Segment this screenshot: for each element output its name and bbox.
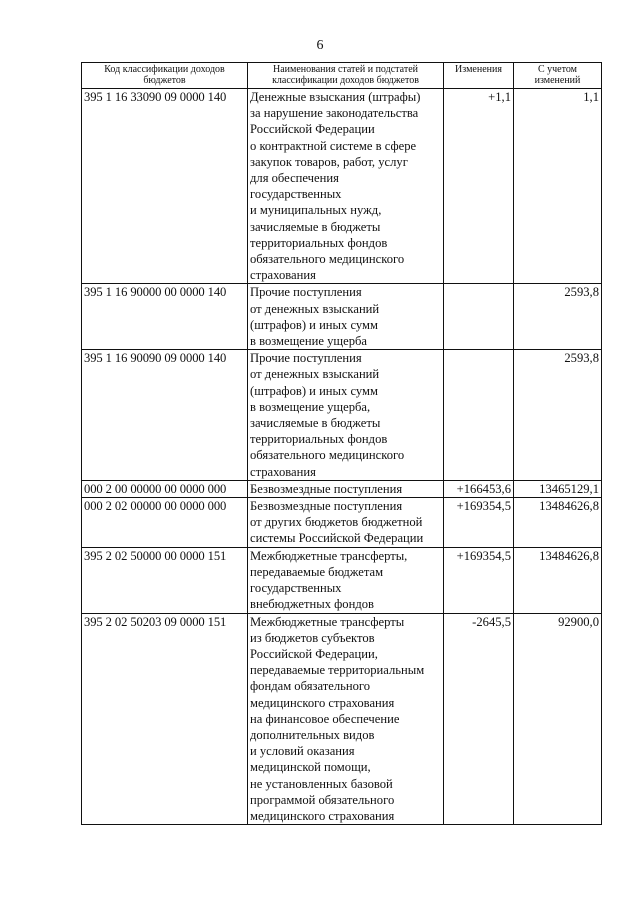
- table-body: [82, 89, 602, 825]
- item-name-line: фондам обязательного: [250, 679, 371, 694]
- table-row: [82, 284, 602, 350]
- item-name-cell: [248, 480, 444, 497]
- table-row: [82, 498, 602, 548]
- item-name-line: Межбюджетные трансферты: [250, 614, 405, 629]
- change-value-cell: [444, 350, 514, 481]
- item-name-cell: [248, 89, 444, 284]
- item-name-line: Безвозмездные поступления: [250, 499, 403, 514]
- classification-code-cell: 395 2 02 50203 09 0000 151: [82, 613, 248, 825]
- item-name-line: государственных: [250, 187, 342, 202]
- table-header-row: [82, 63, 602, 89]
- item-name-line: Денежные взыскания (штрафы): [250, 90, 421, 104]
- item-name-line: Российской Федерации,: [250, 646, 378, 661]
- item-name-line: (штрафов) и иных сумм: [250, 317, 378, 332]
- classification-code-cell: 000 2 00 00000 00 0000 000: [82, 480, 248, 497]
- page-number: 6: [316, 38, 324, 53]
- table-row: [82, 89, 602, 284]
- total-value-cell: 13484626,8: [514, 547, 602, 613]
- header-name: Наименования статей и подстатей классификации доходов бюджетов: [248, 63, 444, 89]
- item-name-line: от денежных взысканий: [250, 301, 380, 316]
- table-row: [82, 613, 602, 825]
- change-value-cell: -2645,5: [444, 613, 514, 825]
- item-name-line: Прочие поступления: [250, 351, 362, 366]
- item-name-cell: [248, 613, 444, 825]
- item-name-line: на финансовое обеспечение: [250, 711, 400, 726]
- change-value-cell: +166453,6: [444, 480, 514, 497]
- item-name-line: и условий оказания: [250, 744, 355, 759]
- item-name-line: Безвозмездные поступления: [250, 481, 403, 496]
- header-code: Код классификации доходов бюджетов: [82, 63, 248, 89]
- item-name-line: медицинской помощи,: [250, 760, 371, 775]
- total-value-cell: 1,1: [514, 89, 602, 284]
- item-name-line: от других бюджетов бюджетной: [250, 515, 423, 530]
- header-change: Изменения: [444, 63, 514, 89]
- item-name-line: из бюджетов субъектов: [250, 630, 375, 645]
- item-name-line: программой обязательного: [250, 792, 395, 807]
- table-row: [82, 480, 602, 497]
- total-value-cell: 2593,8: [514, 350, 602, 481]
- item-name-cell: [248, 547, 444, 613]
- item-name-line: зачисляемые в бюджеты: [250, 416, 381, 431]
- item-name-cell: [248, 284, 444, 350]
- item-name-line: обязательного медицинского: [250, 252, 405, 267]
- item-name-line: от денежных взысканий: [250, 367, 380, 382]
- item-name-line: внебюджетных фондов: [250, 597, 374, 612]
- classification-code-cell: 395 1 16 33090 09 0000 140: [82, 89, 248, 284]
- item-name-line: Межбюджетные трансферты,: [250, 548, 408, 563]
- total-value-cell: 13484626,8: [514, 498, 602, 548]
- table-row: [82, 547, 602, 613]
- total-value-cell: 92900,0: [514, 613, 602, 825]
- change-value-cell: +1,1: [444, 89, 514, 284]
- item-name-line: государственных: [250, 581, 342, 596]
- item-name-line: системы Российской Федерации: [250, 531, 424, 546]
- change-value-cell: [444, 284, 514, 350]
- total-value-cell: 13465129,1: [514, 480, 602, 497]
- item-name-line: медицинского страхования: [250, 808, 395, 823]
- header-total: С учетом изменений: [514, 63, 602, 89]
- total-value-cell: 2593,8: [514, 284, 602, 350]
- item-name-line: о контрактной системе в сфере: [250, 138, 417, 153]
- item-name-line: для обеспечения: [250, 171, 339, 186]
- classification-code-cell: 395 1 16 90000 00 0000 140: [82, 284, 248, 350]
- item-name-line: за нарушение законодательства: [250, 106, 419, 121]
- item-name-cell: [248, 350, 444, 481]
- item-name-line: не установленных базовой: [250, 776, 393, 791]
- item-name-line: Российской Федерации: [250, 122, 375, 137]
- item-name-line: медицинского страхования: [250, 695, 395, 710]
- item-name-line: территориальных фондов: [250, 235, 388, 250]
- budget-revenue-table: [81, 62, 602, 825]
- item-name-line: зачисляемые в бюджеты: [250, 219, 381, 234]
- item-name-line: передаваемые бюджетам: [250, 564, 384, 579]
- item-name-line: Прочие поступления: [250, 285, 362, 300]
- classification-code-cell: 395 2 02 50000 00 0000 151: [82, 547, 248, 613]
- item-name-line: в возмещение ущерба,: [250, 399, 371, 414]
- item-name-line: дополнительных видов: [250, 727, 375, 742]
- item-name-line: страхования: [250, 464, 316, 479]
- item-name-line: территориальных фондов: [250, 432, 388, 447]
- item-name-line: страхования: [250, 268, 316, 283]
- item-name-line: передаваемые территориальным: [250, 663, 425, 678]
- item-name-line: и муниципальных нужд,: [250, 203, 382, 218]
- item-name-line: закупок товаров, работ, услуг: [250, 154, 408, 169]
- item-name-line: обязательного медицинского: [250, 448, 405, 463]
- classification-code-cell: 000 2 02 00000 00 0000 000: [82, 498, 248, 548]
- classification-code-cell: 395 1 16 90090 09 0000 140: [82, 350, 248, 481]
- change-value-cell: +169354,5: [444, 547, 514, 613]
- item-name-cell: [248, 498, 444, 548]
- item-name-line: (штрафов) и иных сумм: [250, 383, 378, 398]
- table-row: [82, 350, 602, 481]
- item-name-line: в возмещение ущерба: [250, 334, 367, 349]
- change-value-cell: +169354,5: [444, 498, 514, 548]
